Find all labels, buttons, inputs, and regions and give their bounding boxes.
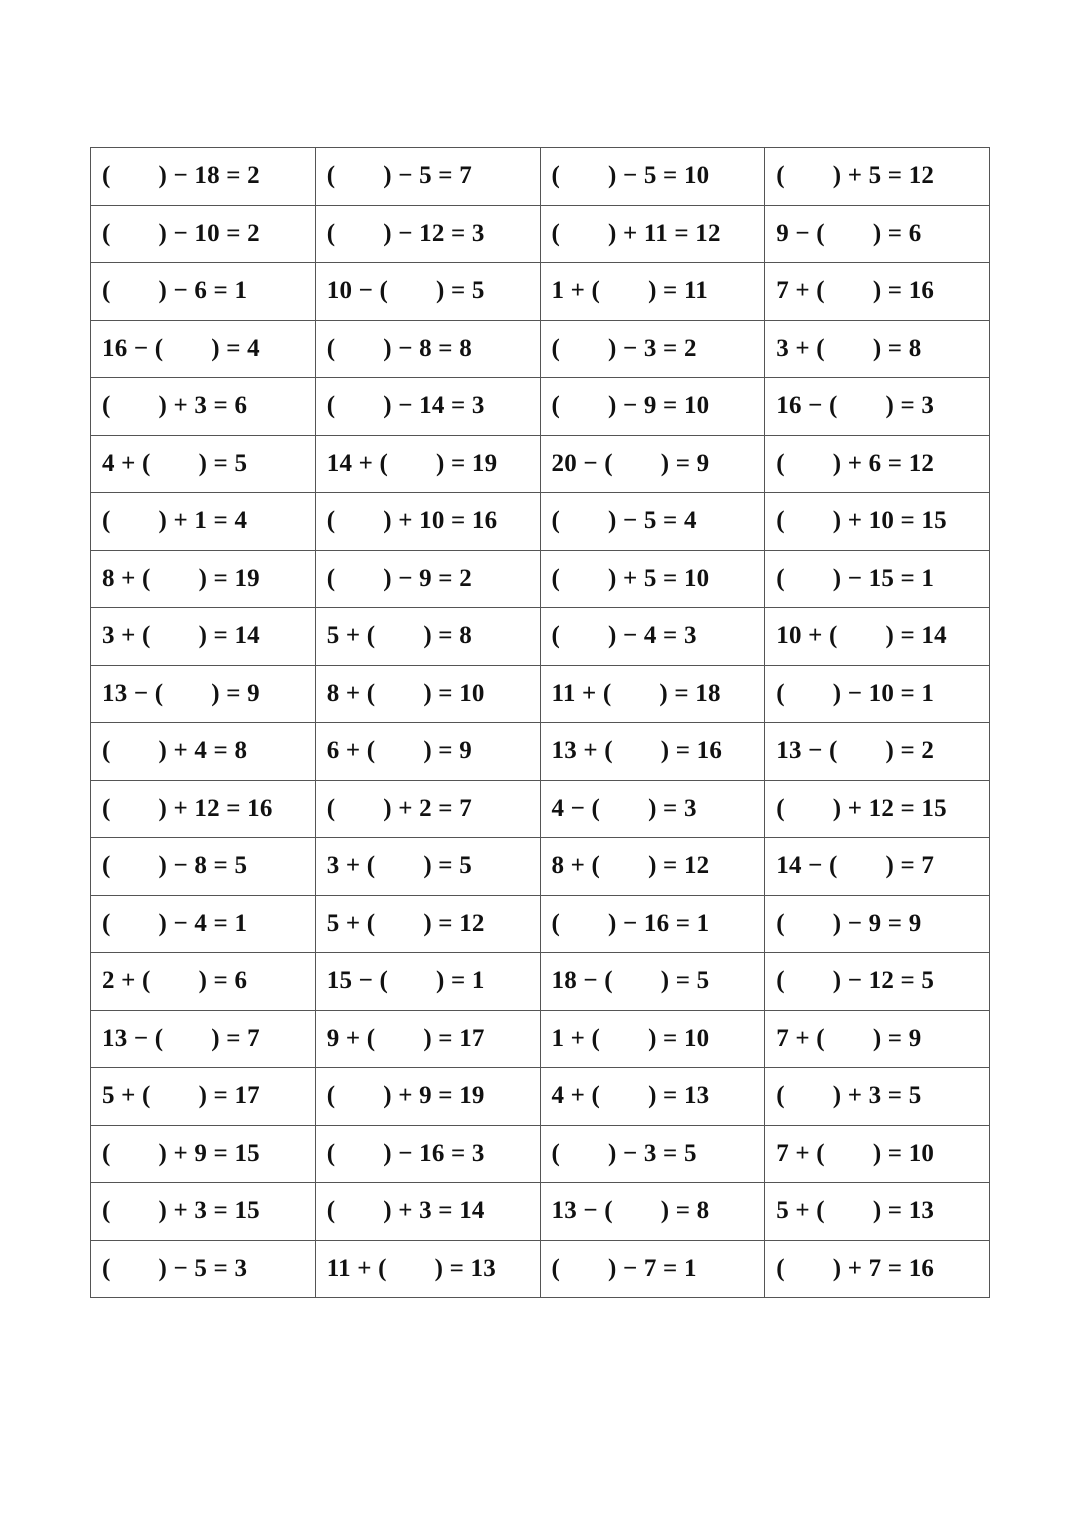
equation-left-part: 1 + ( xyxy=(551,277,601,305)
equation-left-part: 13 − ( xyxy=(776,737,838,765)
equation-left-part: 20 − ( xyxy=(551,449,613,477)
equation-left-part: 3 + ( xyxy=(776,334,825,362)
equation-left-part: 11 + ( xyxy=(326,1254,387,1282)
equation-cell xyxy=(315,493,540,551)
equation-cell xyxy=(540,895,765,953)
equation-cell xyxy=(765,1068,990,1126)
equation-cell xyxy=(540,838,765,896)
equation-right-part: ) + 11 = 12 xyxy=(608,219,721,247)
equation-right-part: ) = 8 xyxy=(423,622,472,650)
equation-right-part: ) = 3 xyxy=(648,794,697,822)
equation-right-part: ) = 6 xyxy=(198,967,248,995)
equation-left-part: ( xyxy=(551,909,561,937)
equation-row xyxy=(91,1068,990,1126)
equation-row xyxy=(91,320,990,378)
equation-cell xyxy=(315,148,540,206)
equation-right-part: ) = 17 xyxy=(423,1024,485,1052)
equation-row xyxy=(91,665,990,723)
equation-right-part: ) = 2 xyxy=(885,737,935,765)
equation-row xyxy=(91,1183,990,1241)
equation-cell xyxy=(91,1240,316,1298)
equation-right-part: ) = 12 xyxy=(423,909,485,937)
equation-left-part: 5 + ( xyxy=(326,909,376,937)
equation-cell xyxy=(540,378,765,436)
equation-left-part: ( xyxy=(776,507,785,535)
equation-cell xyxy=(765,1010,990,1068)
equation-left-part: ( xyxy=(776,1082,785,1110)
equation-cell xyxy=(91,435,316,493)
equation-right-part: ) + 2 = 7 xyxy=(383,794,472,822)
equation-left-part: ( xyxy=(551,1254,561,1282)
equation-right-part: ) + 4 = 8 xyxy=(158,737,248,765)
equation-right-part: ) − 9 = 10 xyxy=(608,392,710,420)
equation-right-part: ) = 6 xyxy=(872,219,922,247)
equation-right-part: ) = 5 xyxy=(423,852,472,880)
equation-left-part: ( xyxy=(776,162,785,190)
equation-right-part: ) + 10 = 16 xyxy=(383,507,498,535)
equation-right-part: ) + 5 = 12 xyxy=(832,162,935,190)
equation-right-part: ) = 14 xyxy=(885,622,947,650)
equation-left-part: ( xyxy=(102,1254,111,1282)
equation-right-part: ) − 7 = 1 xyxy=(608,1254,697,1282)
equation-cell xyxy=(765,435,990,493)
equation-right-part: ) − 12 = 3 xyxy=(383,219,485,247)
equation-left-part: ( xyxy=(776,564,785,592)
equation-right-part: ) + 3 = 14 xyxy=(383,1197,485,1225)
equation-right-part: ) + 3 = 6 xyxy=(158,392,248,420)
equation-cell xyxy=(91,205,316,263)
equation-left-part: 13 − ( xyxy=(551,1197,613,1225)
equation-cell xyxy=(91,608,316,666)
equation-cell xyxy=(540,1183,765,1241)
equation-cell xyxy=(765,838,990,896)
equation-right-part: ) − 15 = 1 xyxy=(832,564,935,592)
equation-left-part: ( xyxy=(551,392,561,420)
equation-right-part: ) − 14 = 3 xyxy=(383,392,485,420)
equation-right-part: ) = 10 xyxy=(423,679,485,707)
equation-left-part: 3 + ( xyxy=(326,852,376,880)
equation-left-part: ( xyxy=(551,219,561,247)
equation-right-part: ) − 18 = 2 xyxy=(158,162,260,190)
equation-left-part: 14 + ( xyxy=(326,449,389,477)
equation-right-part: ) = 18 xyxy=(659,679,721,707)
equation-right-part: ) = 8 xyxy=(872,334,922,362)
equation-row xyxy=(91,435,990,493)
equation-cell xyxy=(315,1240,540,1298)
equation-row xyxy=(91,1010,990,1068)
equation-cell xyxy=(540,780,765,838)
equation-left-part: 15 − ( xyxy=(326,967,389,995)
equation-cell xyxy=(91,1125,316,1183)
equation-left-part: 4 + ( xyxy=(102,449,151,477)
equation-right-part: ) + 12 = 16 xyxy=(158,794,273,822)
equation-right-part: ) = 19 xyxy=(436,449,498,477)
equation-cell xyxy=(540,435,765,493)
equation-right-part: ) − 5 = 10 xyxy=(608,162,710,190)
equation-left-part: ( xyxy=(102,392,111,420)
equation-right-part: ) = 9 xyxy=(211,679,260,707)
equation-right-part: ) = 13 xyxy=(648,1082,710,1110)
equation-cell xyxy=(315,723,540,781)
equation-left-part: ( xyxy=(326,162,336,190)
equation-right-part: ) − 8 = 5 xyxy=(158,852,248,880)
equation-left-part: 13 + ( xyxy=(551,737,613,765)
equation-left-part: ( xyxy=(551,564,561,592)
equation-cell xyxy=(765,780,990,838)
equation-right-part: ) − 16 = 3 xyxy=(383,1139,485,1167)
equation-left-part: 3 + ( xyxy=(102,622,151,650)
equation-right-part: ) = 3 xyxy=(885,392,935,420)
equation-cell xyxy=(91,953,316,1011)
equation-right-part: ) + 9 = 19 xyxy=(383,1082,485,1110)
equation-cell xyxy=(91,1068,316,1126)
equation-cell xyxy=(315,608,540,666)
equation-right-part: ) = 13 xyxy=(434,1254,496,1282)
equation-cell xyxy=(91,780,316,838)
equation-right-part: ) + 1 = 4 xyxy=(158,507,248,535)
equation-left-part: 7 + ( xyxy=(776,1139,825,1167)
equation-cell xyxy=(315,550,540,608)
equation-cell xyxy=(765,1183,990,1241)
equation-cell xyxy=(315,378,540,436)
equation-right-part: ) − 6 = 1 xyxy=(158,277,248,305)
equation-row xyxy=(91,263,990,321)
equation-right-part: ) − 10 = 1 xyxy=(832,679,935,707)
equation-row xyxy=(91,493,990,551)
equation-row xyxy=(91,148,990,206)
equation-left-part: 11 + ( xyxy=(551,679,612,707)
equation-right-part: ) = 7 xyxy=(885,852,935,880)
equation-cell xyxy=(315,953,540,1011)
equation-left-part: 13 − ( xyxy=(102,679,164,707)
equation-right-part: ) − 8 = 8 xyxy=(383,334,472,362)
equation-left-part: 8 + ( xyxy=(551,852,601,880)
equation-left-part: ( xyxy=(776,449,785,477)
equation-left-part: 5 + ( xyxy=(102,1082,151,1110)
equation-cell xyxy=(765,665,990,723)
equation-left-part: ( xyxy=(551,507,561,535)
equation-cell xyxy=(315,435,540,493)
equation-cell xyxy=(91,378,316,436)
equation-cell xyxy=(540,665,765,723)
equation-row xyxy=(91,550,990,608)
equation-cell xyxy=(540,1240,765,1298)
equation-cell xyxy=(765,608,990,666)
equation-left-part: 9 − ( xyxy=(776,219,825,247)
equation-cell xyxy=(315,895,540,953)
equation-right-part: ) − 9 = 2 xyxy=(383,564,472,592)
equation-cell xyxy=(315,1010,540,1068)
equation-cell xyxy=(765,148,990,206)
equation-left-part: ( xyxy=(326,794,336,822)
equation-cell xyxy=(540,723,765,781)
equation-left-part: 16 − ( xyxy=(102,334,164,362)
equation-left-part: ( xyxy=(551,334,561,362)
equation-left-part: 4 − ( xyxy=(551,794,601,822)
equation-row xyxy=(91,1125,990,1183)
equation-left-part: ( xyxy=(102,1197,111,1225)
equation-left-part: ( xyxy=(326,392,336,420)
equation-cell xyxy=(91,838,316,896)
equation-cell xyxy=(91,320,316,378)
equation-right-part: ) = 13 xyxy=(872,1197,935,1225)
equation-left-part: ( xyxy=(326,564,336,592)
equation-left-part: 14 − ( xyxy=(776,852,838,880)
equation-cell xyxy=(765,205,990,263)
equation-row xyxy=(91,378,990,436)
equation-right-part: ) + 10 = 15 xyxy=(832,507,947,535)
equation-row xyxy=(91,205,990,263)
equation-left-part: ( xyxy=(102,909,111,937)
equation-cell xyxy=(765,263,990,321)
equation-cell xyxy=(91,665,316,723)
equation-left-part: 10 + ( xyxy=(776,622,838,650)
equation-row xyxy=(91,608,990,666)
equation-right-part: ) = 7 xyxy=(211,1024,260,1052)
equation-right-part: ) − 4 = 3 xyxy=(608,622,697,650)
equation-left-part: 1 + ( xyxy=(551,1024,601,1052)
equation-left-part: ( xyxy=(551,162,561,190)
equation-cell xyxy=(315,205,540,263)
equation-cell xyxy=(91,493,316,551)
equation-left-part: ( xyxy=(326,1082,336,1110)
equation-cell xyxy=(91,895,316,953)
equation-row xyxy=(91,723,990,781)
equation-right-part: ) = 10 xyxy=(872,1139,935,1167)
equation-left-part: ( xyxy=(551,1139,561,1167)
equation-right-part: ) − 16 = 1 xyxy=(608,909,710,937)
equation-cell xyxy=(315,838,540,896)
equation-row xyxy=(91,838,990,896)
equation-right-part: ) + 7 = 16 xyxy=(832,1254,935,1282)
equation-right-part: ) + 6 = 12 xyxy=(832,449,935,477)
equation-cell xyxy=(315,665,540,723)
equation-cell xyxy=(91,148,316,206)
equation-left-part: 18 − ( xyxy=(551,967,613,995)
equation-right-part: ) = 1 xyxy=(436,967,485,995)
equation-left-part: ( xyxy=(102,794,111,822)
equation-right-part: ) = 11 xyxy=(648,277,708,305)
equation-right-part: ) − 4 = 1 xyxy=(158,909,248,937)
equation-cell xyxy=(91,263,316,321)
equation-right-part: ) − 9 = 9 xyxy=(832,909,922,937)
equation-cell xyxy=(315,1183,540,1241)
equation-cell xyxy=(540,148,765,206)
equation-right-part: ) = 8 xyxy=(660,1197,710,1225)
equation-row xyxy=(91,1240,990,1298)
equation-cell xyxy=(765,1125,990,1183)
equation-right-part: ) + 5 = 10 xyxy=(608,564,710,592)
equation-cell xyxy=(315,263,540,321)
equation-left-part: ( xyxy=(326,219,336,247)
equation-left-part: ( xyxy=(776,909,785,937)
equation-right-part: ) = 9 xyxy=(660,449,710,477)
equation-cell xyxy=(540,320,765,378)
equation-right-part: ) = 5 xyxy=(660,967,710,995)
equation-left-part: 7 + ( xyxy=(776,277,825,305)
equation-cell xyxy=(540,1010,765,1068)
equation-cell xyxy=(540,493,765,551)
equation-right-part: ) − 12 = 5 xyxy=(832,967,935,995)
equation-cell xyxy=(315,1068,540,1126)
equation-cell xyxy=(540,1068,765,1126)
equation-right-part: ) = 12 xyxy=(648,852,710,880)
equation-cell xyxy=(765,320,990,378)
equation-left-part: ( xyxy=(102,507,111,535)
equation-left-part: 8 + ( xyxy=(326,679,376,707)
equation-cell xyxy=(765,550,990,608)
equation-left-part: 10 − ( xyxy=(326,277,389,305)
equation-cell xyxy=(91,1010,316,1068)
equation-left-part: 8 + ( xyxy=(102,564,151,592)
equation-right-part: ) = 5 xyxy=(198,449,248,477)
equation-right-part: ) = 16 xyxy=(660,737,723,765)
equation-right-part: ) + 9 = 15 xyxy=(158,1139,260,1167)
equation-left-part: ( xyxy=(776,967,785,995)
equation-cell xyxy=(765,895,990,953)
equation-left-part: ( xyxy=(326,1139,336,1167)
equation-right-part: ) − 5 = 7 xyxy=(383,162,472,190)
equation-left-part: 13 − ( xyxy=(102,1024,164,1052)
equation-cell xyxy=(315,1125,540,1183)
equation-right-part: ) − 5 = 4 xyxy=(608,507,697,535)
equation-left-part: ( xyxy=(102,852,111,880)
equation-cell xyxy=(540,550,765,608)
equation-left-part: ( xyxy=(102,737,111,765)
equation-left-part: ( xyxy=(102,219,111,247)
equation-cell xyxy=(540,205,765,263)
equation-right-part: ) = 14 xyxy=(198,622,260,650)
equation-grid xyxy=(90,147,990,1298)
equation-left-part: ( xyxy=(776,679,785,707)
equation-left-part: 2 + ( xyxy=(102,967,151,995)
equation-right-part: ) = 4 xyxy=(211,334,260,362)
equation-cell xyxy=(765,953,990,1011)
equation-left-part: 5 + ( xyxy=(776,1197,825,1225)
equation-left-part: 9 + ( xyxy=(326,1024,376,1052)
equation-right-part: ) + 3 = 5 xyxy=(832,1082,922,1110)
equation-left-part: ( xyxy=(102,1139,111,1167)
equation-right-part: ) + 3 = 15 xyxy=(158,1197,260,1225)
equation-cell xyxy=(540,953,765,1011)
equation-right-part: ) − 5 = 3 xyxy=(158,1254,248,1282)
equation-right-part: ) = 9 xyxy=(423,737,472,765)
equation-row xyxy=(91,780,990,838)
equation-left-part: ( xyxy=(326,1197,336,1225)
equation-right-part: ) = 16 xyxy=(872,277,935,305)
equation-left-part: ( xyxy=(102,162,111,190)
equation-cell xyxy=(91,723,316,781)
equation-cell xyxy=(540,608,765,666)
equation-left-part: ( xyxy=(102,277,111,305)
equation-cell xyxy=(540,1125,765,1183)
equation-right-part: ) = 19 xyxy=(198,564,260,592)
equation-right-part: ) − 3 = 5 xyxy=(608,1139,697,1167)
equation-left-part: 5 + ( xyxy=(326,622,376,650)
equation-left-part: ( xyxy=(776,1254,785,1282)
equation-cell xyxy=(765,378,990,436)
equation-row xyxy=(91,953,990,1011)
equation-left-part: 7 + ( xyxy=(776,1024,825,1052)
equation-left-part: 6 + ( xyxy=(326,737,376,765)
equation-cell xyxy=(540,263,765,321)
equation-right-part: ) − 3 = 2 xyxy=(608,334,697,362)
equation-cell xyxy=(315,780,540,838)
equation-row xyxy=(91,895,990,953)
equation-left-part: 4 + ( xyxy=(551,1082,601,1110)
equation-cell xyxy=(765,493,990,551)
equation-left-part: ( xyxy=(326,334,336,362)
equation-right-part: ) = 10 xyxy=(648,1024,710,1052)
equation-right-part: ) + 12 = 15 xyxy=(832,794,947,822)
equation-cell xyxy=(765,723,990,781)
equation-left-part: ( xyxy=(551,622,561,650)
equation-right-part: ) − 10 = 2 xyxy=(158,219,260,247)
equation-right-part: ) = 5 xyxy=(436,277,485,305)
equation-cell xyxy=(91,1183,316,1241)
equation-right-part: ) = 9 xyxy=(872,1024,922,1052)
equation-left-part: ( xyxy=(326,507,336,535)
equation-left-part: 16 − ( xyxy=(776,392,838,420)
equation-right-part: ) = 17 xyxy=(198,1082,260,1110)
equation-cell xyxy=(315,320,540,378)
equation-cell xyxy=(765,1240,990,1298)
equation-left-part: ( xyxy=(776,794,785,822)
worksheet-page xyxy=(90,147,990,1298)
equation-cell xyxy=(91,550,316,608)
equation-grid-body xyxy=(91,148,990,1298)
